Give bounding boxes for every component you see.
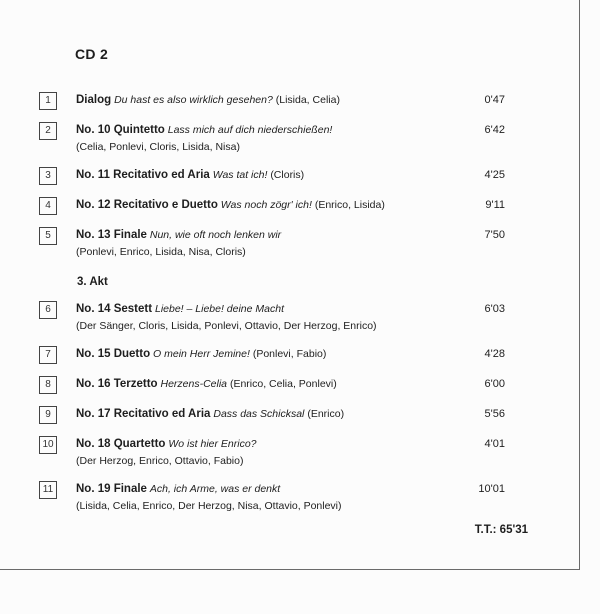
track-title-line — [76, 302, 284, 316]
track-title-line — [76, 407, 344, 421]
track-roles: (Der Sänger, Cloris, Lisida, Ponlevi, Ottavio, Der Herzog, Enrico) — [76, 320, 377, 332]
track-roles: (Enrico, Lisida) — [314, 199, 385, 211]
track-title-line — [76, 377, 337, 391]
page-edge-bottom — [0, 569, 580, 570]
track-number: 6 — [39, 301, 57, 319]
track-duration: 5'56 — [484, 408, 505, 420]
track-title-line — [76, 228, 281, 242]
track-incipit: Ach, ich Arme, was er denkt — [149, 483, 281, 495]
track-duration: 4'28 — [484, 348, 505, 360]
track-number: 1 — [39, 92, 57, 110]
track-name: No. 12 Recitativo e Duetto — [76, 199, 218, 211]
track-name: No. 14 Sestett — [76, 303, 153, 315]
track-duration: 4'25 — [484, 169, 505, 181]
track-duration: 6'03 — [484, 303, 505, 315]
track-number: 7 — [39, 346, 57, 364]
track-number: 10 — [39, 436, 57, 454]
track-incipit: Herzens-Celia — [160, 378, 228, 390]
page-edge-right — [579, 0, 580, 570]
track-incipit: Liebe! – Liebe! deine Macht — [154, 303, 284, 315]
track-roles: (Lisida, Celia) — [275, 94, 340, 106]
track-roles: (Der Herzog, Enrico, Ottavio, Fabio) — [76, 455, 244, 467]
track-incipit: Nun, wie oft noch lenken wir — [149, 229, 282, 241]
track-name: No. 13 Finale — [76, 229, 147, 241]
track-name: Dialog — [76, 94, 112, 106]
track-name: No. 17 Recitativo ed Aria — [76, 408, 211, 420]
track-duration: 7'50 — [484, 229, 505, 241]
track-roles: (Ponlevi, Enrico, Lisida, Nisa, Cloris) — [76, 246, 246, 258]
track-roles: (Ponlevi, Fabio) — [252, 348, 327, 360]
track-roles: (Celia, Ponlevi, Cloris, Lisida, Nisa) — [76, 141, 240, 153]
cd-title: CD 2 — [75, 46, 109, 62]
track-duration: 9'11 — [485, 199, 505, 211]
act-heading: 3. Akt — [77, 276, 108, 288]
track-duration: 6'42 — [484, 124, 505, 136]
track-roles: (Enrico) — [307, 408, 345, 420]
track-incipit: O mein Herr Jemine! — [153, 348, 250, 360]
track-incipit: Wo ist hier Enrico? — [168, 438, 257, 450]
track-name: No. 19 Finale — [76, 483, 147, 495]
track-incipit: Was noch zögr' ich! — [220, 199, 312, 211]
track-title-line — [76, 93, 340, 107]
track-duration: 6'00 — [484, 378, 505, 390]
track-duration: 10'01 — [478, 483, 505, 495]
track-title-line — [76, 437, 257, 451]
total-time: T.T.: 65'31 — [474, 524, 528, 536]
track-number: 11 — [39, 481, 57, 499]
track-number: 5 — [39, 227, 57, 245]
track-name: No. 10 Quintetto — [76, 124, 165, 136]
track-title-line — [76, 198, 385, 212]
track-incipit: Was tat ich! — [212, 169, 268, 181]
track-incipit: Lass mich auf dich niederschießen! — [167, 124, 333, 136]
track-incipit: Du hast es also wirklich gesehen? — [114, 94, 273, 106]
track-title-line — [76, 168, 304, 182]
track-name: No. 16 Terzetto — [76, 378, 158, 390]
track-incipit: Dass das Schicksal — [213, 408, 305, 420]
track-duration: 4'01 — [484, 438, 505, 450]
track-number: 3 — [39, 167, 57, 185]
track-number: 2 — [39, 122, 57, 140]
track-number: 9 — [39, 406, 57, 424]
track-number: 4 — [39, 197, 57, 215]
track-duration: 0'47 — [484, 94, 505, 106]
track-title-line — [76, 123, 332, 137]
track-roles: (Cloris) — [270, 169, 305, 181]
track-title-line — [76, 347, 326, 361]
track-name: No. 15 Duetto — [76, 348, 151, 360]
track-title-line — [76, 482, 280, 496]
track-roles: (Lisida, Celia, Enrico, Der Herzog, Nisa, Ottavio, Ponlevi) — [76, 500, 342, 512]
track-name: No. 11 Recitativo ed Aria — [76, 169, 210, 181]
track-name: No. 18 Quartetto — [76, 438, 166, 450]
track-number: 8 — [39, 376, 57, 394]
track-roles: (Enrico, Celia, Ponlevi) — [229, 378, 337, 390]
